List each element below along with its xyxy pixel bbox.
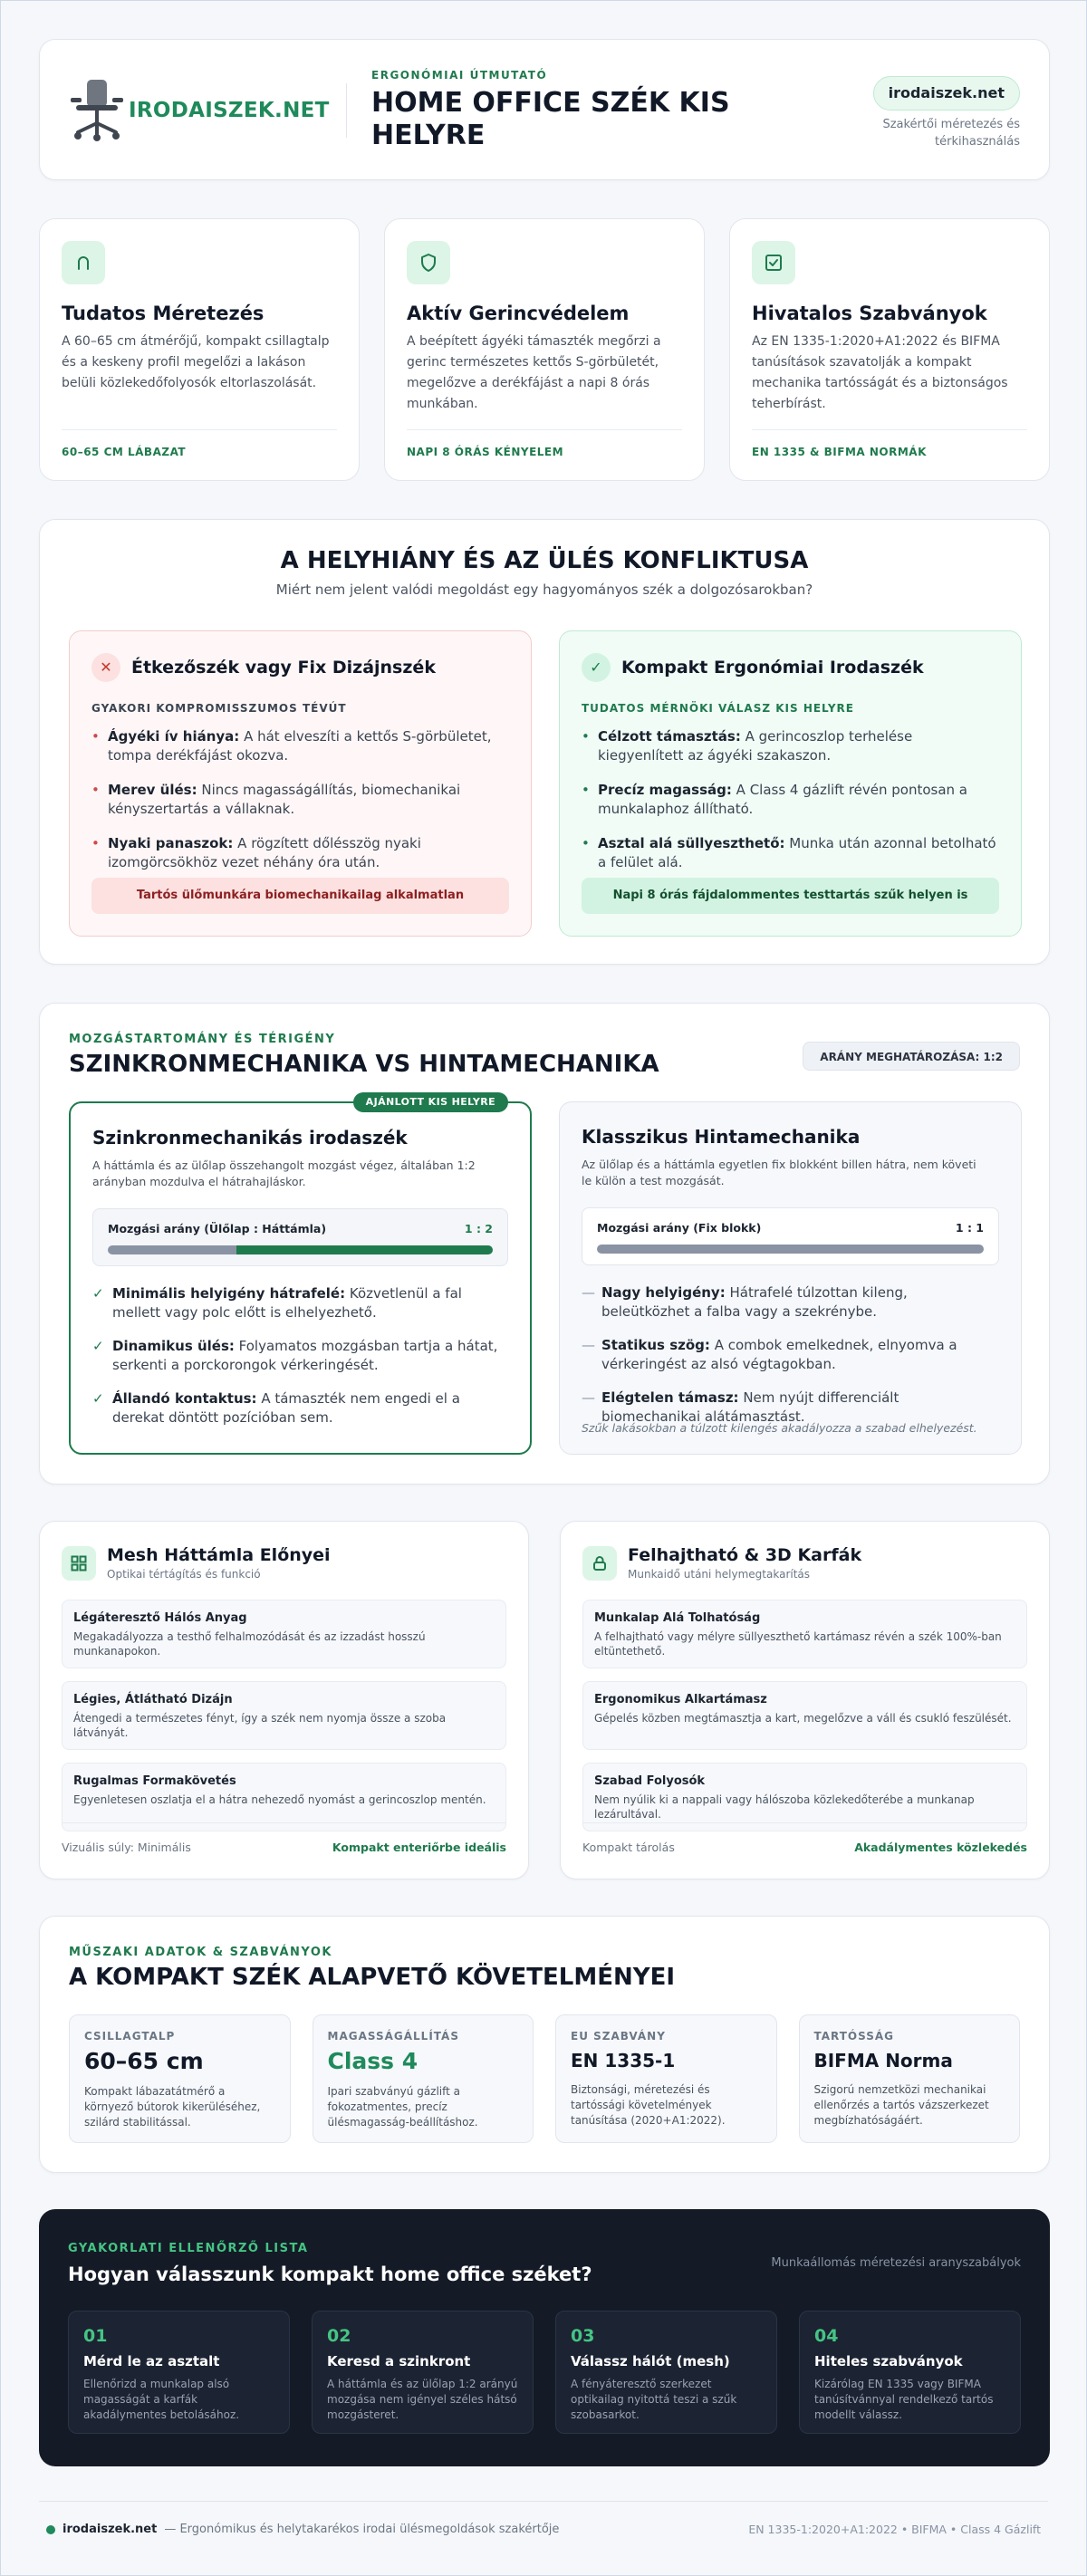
arms-footer-left: Kompakt tárolás bbox=[582, 1841, 675, 1854]
checklist-step bbox=[312, 2311, 534, 2434]
feature-divider bbox=[62, 429, 337, 430]
list-item bbox=[92, 1389, 509, 1427]
spec-label: TARTÓSSÁG bbox=[813, 2030, 895, 2043]
page-title-line1: HOME OFFICE SZÉK KIS bbox=[371, 87, 730, 119]
list-item-text: A hát elveszíti a kettős S-görbületet, tompa derékfájást okozva. bbox=[108, 728, 492, 764]
list-item-key: Nyaki panaszok: bbox=[108, 835, 234, 851]
footer-dot bbox=[46, 2525, 55, 2534]
sync-desc: A háttámla és az ülőlap összehangolt mozgást végez, általában 1:2 arányban mozdulva el hátrahajláskor. bbox=[92, 1158, 476, 1188]
sync-ratio-value: 1 : 2 bbox=[464, 1222, 493, 1235]
bullet: • bbox=[91, 835, 100, 851]
spec-card bbox=[69, 2014, 291, 2143]
feature-item-desc: Gépelés közben megtámasztja a kart, megelőzve a váll és csukló feszülését. bbox=[594, 1712, 1012, 1725]
list-item-key: Precíz magasság: bbox=[598, 782, 732, 798]
rock-note: Szűk lakásokban a túlzott kilengés akadályozza a szabad elhelyezést. bbox=[582, 1421, 977, 1435]
rock-ratio-box bbox=[582, 1207, 999, 1265]
bullet: • bbox=[91, 782, 100, 798]
list-item-key: Célzott támasztás: bbox=[598, 728, 741, 745]
mesh-subtitle: Optikai tértágítás és funkció bbox=[107, 1568, 261, 1581]
list-item-key: Minimális helyigény hátrafelé: bbox=[112, 1285, 346, 1302]
header-divider bbox=[346, 83, 347, 138]
checklist-eyebrow: GYAKORLATI ELLENŐRZŐ LISTA bbox=[68, 2242, 309, 2255]
list-item bbox=[582, 1283, 998, 1322]
feature-text: A beépített ágyéki támaszték megőrzi a gerinc természetes kettős S-görbületét, megelőzve a derékfájást a napi 8 órás munkában. bbox=[407, 334, 661, 411]
sync-ratio-bar bbox=[108, 1245, 493, 1254]
feature-item bbox=[62, 1763, 506, 1831]
list-item bbox=[582, 727, 998, 765]
list-item-key: Ágyéki ív hiánya: bbox=[108, 728, 240, 745]
feature-title: Tudatos Méretezés bbox=[62, 303, 265, 324]
feature-item-desc: Átengedi a természetes fényt, így a szék nem nyomja össze a szoba látványát. bbox=[73, 1712, 447, 1739]
sync-ratio-bar-seat bbox=[108, 1245, 236, 1254]
chair-logo-icon bbox=[69, 78, 125, 143]
check-icon: ✓ bbox=[582, 653, 611, 682]
feature-item bbox=[62, 1600, 506, 1668]
feature-title: Hivatalos Szabványok bbox=[752, 303, 987, 324]
step-title: Hiteles szabványok bbox=[814, 2353, 963, 2369]
feature-card bbox=[729, 218, 1050, 481]
rock-title: Klasszikus Hintamechanika bbox=[582, 1126, 861, 1148]
feature-card bbox=[384, 218, 705, 481]
sync-ratio-bar-back bbox=[236, 1245, 493, 1254]
step-desc: Ellenőrizd a munkalap alsó magasságát a karfák akadálymentes betolásához. bbox=[83, 2378, 240, 2421]
feature-footer: EN 1335 & BIFMA NORMÁK bbox=[752, 446, 927, 458]
step-number: 03 bbox=[571, 2326, 595, 2346]
lock-icon bbox=[582, 1546, 617, 1581]
list-item bbox=[91, 781, 508, 819]
bullet: — bbox=[582, 1337, 595, 1353]
step-desc: A fényáteresztő szerkezet optikailag nyitottá teszi a szűk szobasarkot. bbox=[571, 2378, 737, 2421]
list-item-key: Statikus szög: bbox=[601, 1337, 710, 1353]
spec-desc: Ipari szabványú gázlift a fokozatmentes, precíz ülésmagasság-beállításhoz. bbox=[327, 2085, 478, 2129]
good-option-label: TUDATOS MÉRNÖKI VÁLASZ KIS HELYRE bbox=[582, 702, 854, 715]
sync-card bbox=[69, 1096, 532, 1455]
shield-icon bbox=[407, 241, 450, 284]
rock-card bbox=[559, 1101, 1022, 1455]
feature-item bbox=[582, 1600, 1027, 1668]
bullet: • bbox=[582, 835, 590, 851]
list-item-key: Állandó kontaktus: bbox=[112, 1390, 257, 1407]
feature-text: Az EN 1335-1:2020+A1:2022 és BIFMA tanúsítások szavatolják a kompakt mechanika tartósságát és a biztonságos teherbírást. bbox=[752, 334, 1008, 411]
arms-footer-right: Akadálymentes közlekedés bbox=[854, 1841, 1027, 1854]
bullet: • bbox=[91, 728, 100, 745]
footer bbox=[46, 2523, 559, 2536]
list-item-key: Nagy helyigény: bbox=[601, 1284, 726, 1301]
spec-value: 60–65 cm bbox=[84, 2048, 204, 2074]
bullet: • bbox=[582, 728, 590, 745]
mesh-footer-left: Vizuális súly: Minimális bbox=[62, 1841, 191, 1854]
specs-title: A KOMPAKT SZÉK ALAPVETŐ KÖVETELMÉNYEI bbox=[69, 1964, 676, 1991]
bullet: — bbox=[582, 1284, 595, 1301]
list-item bbox=[91, 727, 508, 765]
feature-item bbox=[582, 1763, 1027, 1831]
feature-item-title: Munkalap Alá Tolhatóság bbox=[594, 1611, 761, 1625]
list-item-text: A támaszték nem engedi el a derekat döntött pozícióban sem. bbox=[112, 1390, 460, 1426]
footer-divider bbox=[39, 2501, 1048, 2502]
mechanics-section bbox=[39, 1003, 1050, 1485]
feature-footer: 60–65 CM LÁBAZAT bbox=[62, 446, 187, 458]
arms-footer-divider bbox=[582, 1822, 1027, 1823]
mesh-title: Mesh Háttámla Előnyei bbox=[107, 1545, 331, 1565]
spec-value: BIFMA Norma bbox=[813, 2050, 953, 2071]
feature-item-desc: A felhajtható vagy mélyre süllyeszthető kartámasz révén a szék 100%-ban eltüntethető. bbox=[594, 1630, 1002, 1658]
rock-ratio-value: 1 : 1 bbox=[955, 1221, 984, 1235]
list-item bbox=[92, 1284, 509, 1322]
feature-text: A 60–65 cm átmérőjű, kompakt csillagtalp és a keskeny profil megelőzi a lakáson belüli közlekedőfolyosók eltorlaszolását. bbox=[62, 334, 330, 390]
list-item bbox=[582, 1336, 998, 1374]
arms-title: Felhajtható & 3D Karfák bbox=[628, 1545, 862, 1565]
checklist-section bbox=[39, 2209, 1050, 2466]
bad-option-title: Étkezőszék vagy Fix Dizájnszék bbox=[131, 658, 436, 678]
conflict-title: A HELYHIÁNY ÉS AZ ÜLÉS KONFLIKTUSA bbox=[280, 547, 809, 574]
cross-icon: ✕ bbox=[91, 653, 120, 682]
bad-option-card bbox=[69, 630, 532, 937]
list-item-text: Nem nyújt differenciált biomechanikai alátámasztást. bbox=[601, 1389, 899, 1425]
feature-item-desc: Egyenletesen oszlatja el a hátra nehezedő nyomást a gerincoszlop mentén. bbox=[73, 1793, 486, 1806]
checklist-title: Hogyan válasszunk kompakt home office széket? bbox=[68, 2264, 592, 2285]
feature-divider bbox=[407, 429, 682, 430]
list-item bbox=[92, 1337, 509, 1375]
spec-value: Class 4 bbox=[327, 2048, 418, 2074]
list-item-key: Elégtelen támasz: bbox=[601, 1389, 739, 1406]
feature-item-desc: Megakadályozza a testhő felhalmozódását és az izzadást hosszú munkanapokon. bbox=[73, 1630, 426, 1658]
spec-desc: Kompakt lábazatátmérő a környező bútorok kikerüléséhez, szilárd stabilitással. bbox=[84, 2085, 261, 2129]
feature-item-title: Rugalmas Formakövetés bbox=[73, 1774, 236, 1788]
list-item-text: Munka után azonnal betolható a felület alá. bbox=[598, 835, 996, 870]
checklist-step bbox=[68, 2311, 290, 2434]
feature-item-title: Légies, Átlátható Dizájn bbox=[73, 1693, 233, 1706]
feature-item-desc: Nem nyúlik ki a nappali vagy hálószoba közlekedőterébe a munkanap lezárultával. bbox=[594, 1793, 975, 1821]
mechanics-eyebrow: MOZGÁSTARTOMÁNY ÉS TÉRIGÉNY bbox=[69, 1033, 336, 1046]
feature-item bbox=[582, 1681, 1027, 1750]
spec-label: EU SZABVÁNY bbox=[571, 2030, 666, 2043]
domain-badge[interactable]: irodaiszek.net bbox=[873, 76, 1020, 111]
list-item-text: A Class 4 gázlift révén pontosan a munkalaphoz állítható. bbox=[598, 782, 968, 817]
sync-title: Szinkronmechanikás irodaszék bbox=[92, 1127, 408, 1149]
spec-desc: Szigorú nemzetközi mechanikai ellenőrzés a tartós vázszerkezet megbízhatóságáért. bbox=[813, 2083, 989, 2127]
conflict-subtitle: Miért nem jelent valódi megoldást egy hagyományos szék a dolgozósarokban? bbox=[275, 582, 813, 598]
feature-item-title: Légáteresztő Hálós Anyag bbox=[73, 1611, 247, 1625]
bullet: — bbox=[582, 1389, 595, 1406]
specs-eyebrow: MŰSZAKI ADATOK & SZABVÁNYOK bbox=[69, 1946, 332, 1959]
spec-card bbox=[555, 2014, 777, 2143]
good-option-card bbox=[559, 630, 1022, 937]
footer-right: EN 1335-1:2020+A1:2022 • BIFMA • Class 4 Gázlift bbox=[748, 2523, 1041, 2536]
spec-desc: Biztonsági, méretezési és tartóssági követelmények tanúsítása (2020+A1:2022). bbox=[571, 2083, 726, 2127]
list-item bbox=[91, 834, 508, 872]
good-option-title: Kompakt Ergonómiai Irodaszék bbox=[621, 658, 924, 678]
spec-card bbox=[799, 2014, 1021, 2143]
list-item-text: A gerincoszlop terhelése kiegyenlített az ágyéki szakaszon. bbox=[598, 728, 913, 764]
feature-item-title: Ergonomikus Alkartámasz bbox=[594, 1693, 767, 1706]
rock-desc: Az ülőlap és a háttámla egyetlen fix blokként billen hátra, nem követi le külön a test mozgását. bbox=[582, 1158, 976, 1187]
check-box-icon bbox=[752, 241, 795, 284]
chair-icon bbox=[62, 241, 105, 284]
sync-ratio-label: Mozgási arány (Ülőlap : Háttámla) bbox=[108, 1222, 327, 1235]
feature-item bbox=[62, 1681, 506, 1750]
bullet: ✓ bbox=[92, 1390, 104, 1407]
feature-title: Aktív Gerincvédelem bbox=[407, 303, 630, 324]
arms-subtitle: Munkaidő utáni helymegtakarítás bbox=[628, 1568, 811, 1581]
spec-card bbox=[313, 2014, 534, 2143]
feature-card bbox=[39, 218, 360, 481]
mesh-card bbox=[39, 1521, 529, 1879]
list-item-text: Nincs magasságállítás, biomechanikai kényszertartás a vállaknak. bbox=[108, 782, 461, 817]
page-title bbox=[371, 87, 730, 152]
step-number: 04 bbox=[814, 2326, 839, 2346]
list-item-key: Merev ülés: bbox=[108, 782, 197, 798]
mesh-footer-divider bbox=[62, 1822, 506, 1823]
header-subtitle bbox=[882, 116, 1020, 150]
header-subtitle-line2: térkihasználás bbox=[935, 135, 1020, 149]
page-title-line2: HELYRE bbox=[371, 120, 486, 151]
bullet: • bbox=[582, 782, 590, 798]
list-item-text: Közvetlenül a fal mellett vagy polc előtt is elhelyezhető. bbox=[112, 1285, 462, 1321]
spec-label: CSILLAGTALP bbox=[84, 2030, 176, 2043]
spec-value: EN 1335-1 bbox=[571, 2050, 676, 2071]
conflict-section bbox=[39, 519, 1050, 965]
step-desc: A háttámla és az ülőlap 1:2 arányú mozgása nem igényel széles hátsó mozgásteret. bbox=[327, 2378, 518, 2421]
bullet: ✓ bbox=[92, 1338, 104, 1354]
rock-ratio-bar bbox=[597, 1245, 984, 1254]
specs-section bbox=[39, 1916, 1050, 2173]
feature-footer: NAPI 8 ÓRÁS KÉNYELEM bbox=[407, 446, 564, 458]
logo-text: IRODAISZEK.NET bbox=[129, 99, 330, 122]
step-number: 01 bbox=[83, 2326, 108, 2346]
header-card bbox=[39, 39, 1050, 180]
mesh-footer-right: Kompakt enteriőrbe ideális bbox=[332, 1841, 506, 1854]
step-title: Keresd a szinkront bbox=[327, 2353, 471, 2369]
checklist-step bbox=[555, 2311, 777, 2434]
rock-ratio-label: Mozgási arány (Fix blokk) bbox=[597, 1221, 762, 1235]
step-title: Válassz hálót (mesh) bbox=[571, 2353, 730, 2369]
list-item-text: Hátrafelé túlzottan kileng, beleütközhet a falba vagy a szekrénybe. bbox=[601, 1284, 908, 1320]
arms-card bbox=[560, 1521, 1050, 1879]
list-item-text: A combok emelkednek, elnyomva a vérkeringést az alsó végtagokban. bbox=[601, 1337, 957, 1372]
step-number: 02 bbox=[327, 2326, 351, 2346]
good-option-footer: Napi 8 órás fájdalommentes testtartás szűk helyen is bbox=[582, 878, 999, 914]
grid-icon bbox=[62, 1546, 96, 1581]
sync-ratio-box bbox=[92, 1208, 508, 1266]
list-item-key: Asztal alá süllyeszthető: bbox=[598, 835, 785, 851]
ratio-badge: ARÁNY MEGHATÁROZÁSA: 1:2 bbox=[803, 1042, 1020, 1071]
step-desc: Kizárólag EN 1335 vagy BIFMA tanúsítvánnyal rendelkező tartós modellt válassz. bbox=[814, 2378, 994, 2421]
spec-label: MAGASSÁGÁLLÍTÁS bbox=[327, 2030, 459, 2043]
bullet: ✓ bbox=[92, 1285, 104, 1302]
list-item bbox=[582, 834, 998, 872]
bad-option-label: GYAKORI KOMPROMISSZUMOS TÉVÚT bbox=[91, 702, 347, 715]
recommended-badge: AJÁNLOTT KIS HELYRE bbox=[353, 1092, 508, 1112]
list-item-text: A rögzített dőlésszög nyaki izomgörcsökhöz vezet néhány óra után. bbox=[108, 835, 421, 870]
feature-divider bbox=[752, 429, 1027, 430]
feature-item-title: Szabad Folyosók bbox=[594, 1774, 706, 1788]
checklist-aside: Munkaállomás méretezési aranyszabályok bbox=[771, 2256, 1021, 2270]
header-subtitle-line1: Szakértői méretezés és bbox=[882, 118, 1020, 131]
footer-brand[interactable]: irodaiszek.net bbox=[63, 2523, 158, 2536]
step-title: Mérd le az asztalt bbox=[83, 2353, 220, 2369]
list-item-text: Folyamatos mozgásban tartja a hátat, serkenti a porckorongok vérkeringését. bbox=[112, 1338, 498, 1373]
list-item bbox=[582, 781, 998, 819]
checklist-step bbox=[799, 2311, 1021, 2434]
list-item-key: Dinamikus ülés: bbox=[112, 1338, 235, 1354]
bad-option-footer: Tartós ülőmunkára biomechanikailag alkalmatlan bbox=[91, 878, 509, 914]
header-eyebrow: ERGONÓMIAI ÚTMUTATÓ bbox=[371, 69, 548, 82]
mechanics-title: SZINKRONMECHANIKA VS HINTAMECHANIKA bbox=[69, 1051, 659, 1078]
footer-tagline: — Ergonómikus és helytakarékos irodai ülésmegoldások szakértője bbox=[164, 2523, 560, 2536]
logo[interactable] bbox=[69, 78, 330, 143]
